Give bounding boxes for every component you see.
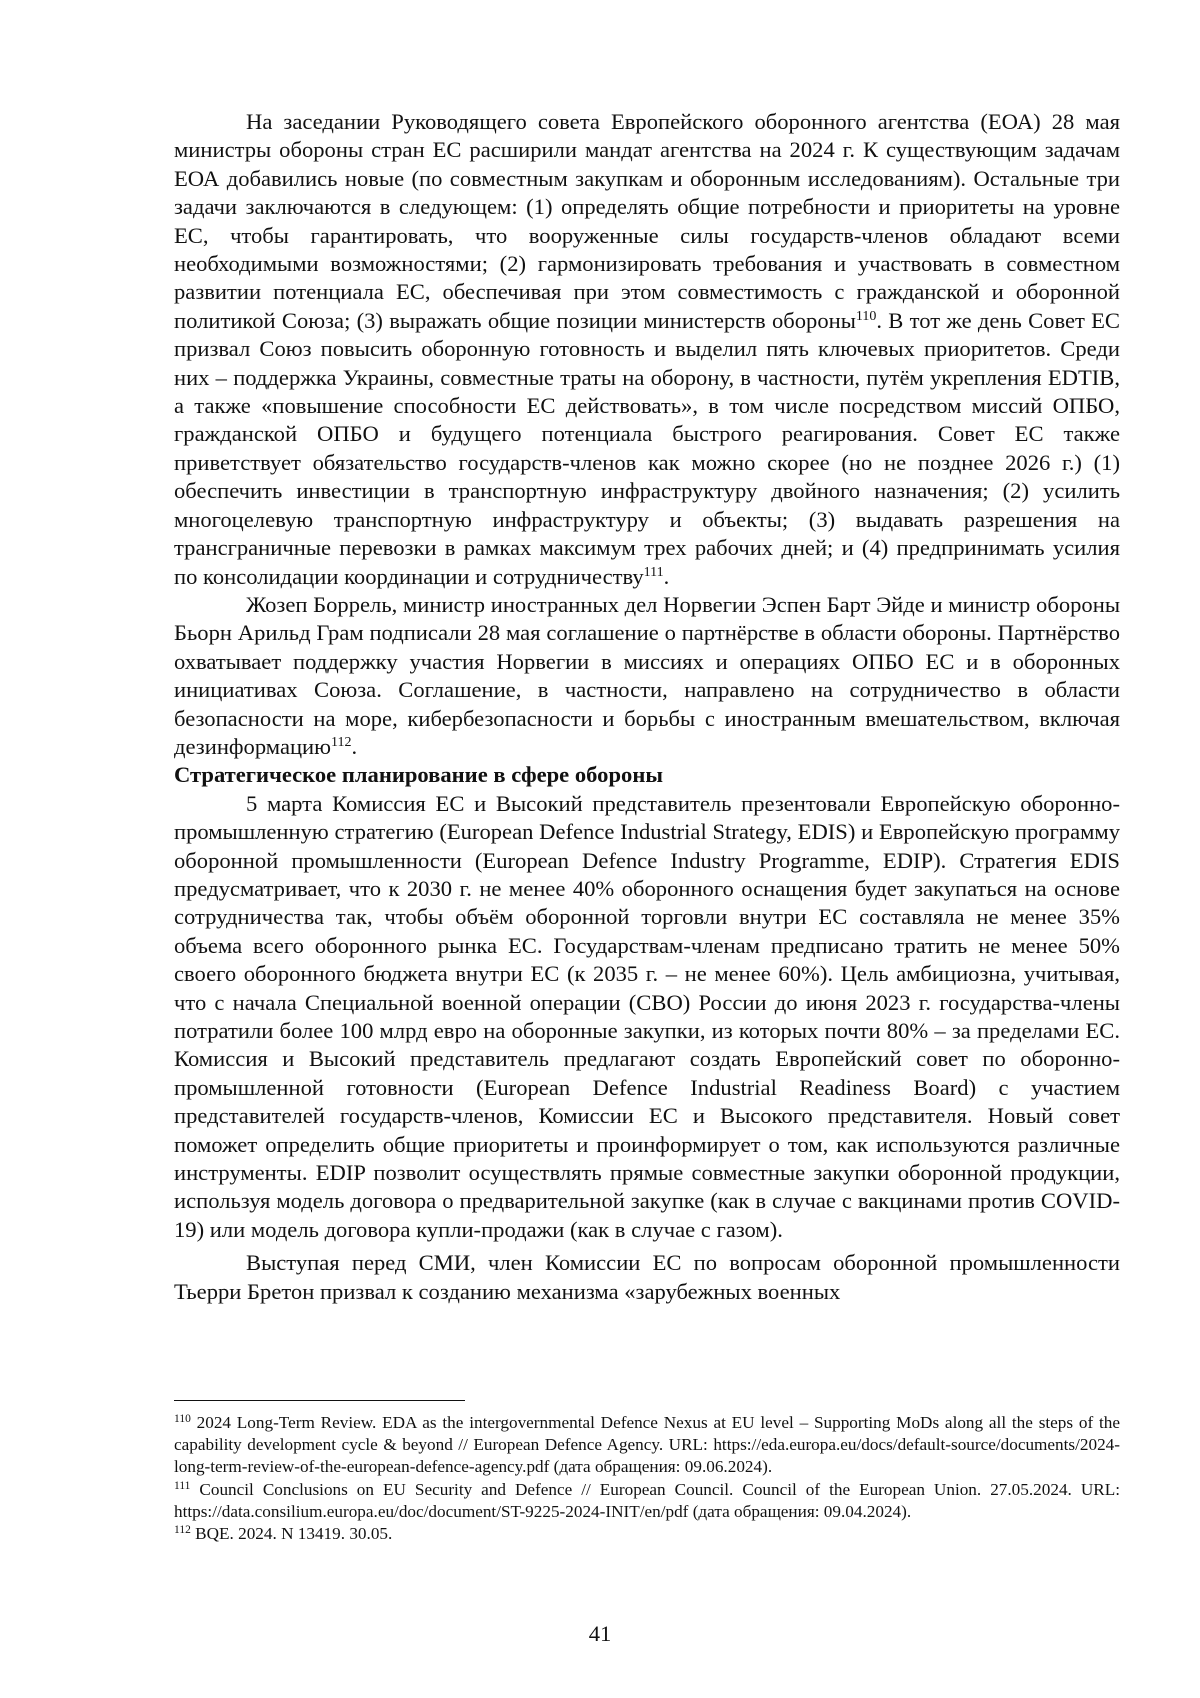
footnote-111 (174, 1479, 1120, 1523)
footnote-110 (174, 1412, 1120, 1479)
paragraph-norway-partnership (174, 591, 1120, 761)
footnote-text: BQE. 2024. N 13419. 30.05. (190, 1524, 393, 1544)
footnote-number: 112 (174, 1524, 191, 1537)
paragraph-breton: Выступая перед СМИ, член Комиссии ЕС по вопросам оборонной промышленности Тьерри Бретон призвал к созданию механизма «зарубежных военных (174, 1250, 1120, 1304)
paragraph-text: Жозеп Боррель, министр иностранных дел Норвегии Эспен Барт Эйде и министр обороны Бьорн Арильд Грам подписали 28 мая соглашение о партнёрстве в области обороны. Партнёрство охватывает поддержку участия Норвегии в миссиях и операциях ОПБО ЕС и в оборонных инициативах Союза. Соглашение, в частности, направлено на сотрудничество в области безопасности на море, кибербезопасности и борьбы с иностранным вмешательством, включая дезинформацию (174, 591, 1120, 759)
paragraph-text: На заседании Руководящего совета Европейского оборонного агентства (ЕОА) 28 мая министры обороны стран ЕС расширили мандат агентства на 2024 г. К существующим задачам ЕОА добавились новые (по совместным закупкам и оборонным исследованиям). Остальные три задачи заключаются в следующем: (1) определять общие потребности и приоритеты на уровне ЕС, чтобы гарантировать, что вооруженные силы государств-членов обладают всеми необходимыми возможностями; (2) гармонизировать требования и участвовать в совместном развитии потенциала ЕС, обеспечивая при этом совместимость с гражданской и оборонной политикой Союза; (3) выражать общие позиции министерств обороны (174, 109, 1120, 333)
section-heading: Стратегическое планирование в сфере обороны (174, 762, 663, 788)
footnote-separator (174, 1400, 465, 1401)
footnotes (174, 1412, 1120, 1545)
footnote-number: 111 (174, 1479, 191, 1492)
page-number: 41 (588, 1621, 612, 1646)
footnote-text: 2024 Long-Term Review. EDA as the intergovernmental Defence Nexus at EU level – Supporting MoDs along all the steps of the capability development cycle & beyond // European Defence Agency. URL: https://eda.europa.eu/docs/default-source/documents/2024-long-term-review-of-the-european-defence-agency.pdf (дата обращения: 09.06.2024). (174, 1413, 1120, 1477)
paragraph-end: . (663, 563, 670, 589)
footnote-ref-110[interactable]: 110 (855, 308, 877, 324)
footnote-number: 110 (174, 1413, 191, 1425)
main-text (174, 108, 1120, 1306)
footnote-text: Council Conclusions on EU Security and Defence // European Council. Council of the European Union. 27.05.2024. URL: https://data.consilium.europa.eu/doc/document/ST-9225-2024-INIT/en/pdf (дата обращения: 09.04.2024). (174, 1479, 1120, 1521)
footnote-112 (174, 1523, 1120, 1545)
paragraph-text: . В тот же день Совет ЕС призвал Союз повысить оборонную готовность и выделил пять ключевых приоритетов. Среди них – поддержка Украины, совместные траты на оборону, в частности, путём укрепления EDTIB, а также «повышение способности ЕС действовать», в том числе посредством миссий ОПБО, гражданской ОПБО и будущего потенциала быстрого реагирования. Совет ЕС также приветствует обязательство государств-членов как можно скорее (но не позднее 2026 г.) (1) обеспечить инвестиции в транспортную инфраструктуру двойного назначения; (2) усилить многоцелевую транспортную инфраструктуру и объекты; (3) выдавать разрешения на трансграничные перевозки в рамках максимум трех рабочих дней; и (4) предпринимать усилия по консолидации координации и сотрудничеству (174, 307, 1120, 589)
paragraph-edis-edip: 5 марта Комиссия ЕС и Высокий представитель презентовали Европейскую оборонно-промышленную стратегию (European Defence Industrial Strategy, EDIS) и Европейскую программу оборонной промышленности (European Defence Industry Programme, EDIP). Стратегия EDIS предусматривает, что к 2030 г. не менее 40% оборонного оснащения будет закупаться на основе сотрудничества так, чтобы объём оборонной торговли внутри ЕС составляла не менее 35% объема всего оборонного рынка ЕС. Государствам-членам предписано тратить не менее 50% своего оборонного бюджета внутри ЕС (к 2035 г. – не менее 60%). Цель амбициозна, учитывая, что с начала Специальной военной операции (СВО) России до июня 2023 г. государства-члены потратили более 100 млрд евро на оборонные закупки, из которых почти 80% – за пределами ЕС. Комиссия и Высокий представитель предлагают создать Европейский совет по оборонно-промышленной готовности (European Defence Industrial Readiness Board) с участием представителей государств-членов, Комиссии ЕС и Высокого представителя. Новый совет поможет определить общие приоритеты и проинформирует о том, как используются различные инструменты. EDIP позволит осуществлять прямые совместные закупки оборонной продукции, используя модель договора о предварительной закупке (как в случае с вакцинами против COVID-19) или модель договора купли-продажи (как в случае с газом). (174, 790, 1120, 1242)
paragraph-eda-mandate (174, 108, 1120, 591)
footnote-ref-111[interactable]: 111 (643, 564, 664, 580)
paragraph-end: . (351, 733, 358, 759)
footnote-ref-112[interactable]: 112 (331, 734, 352, 750)
